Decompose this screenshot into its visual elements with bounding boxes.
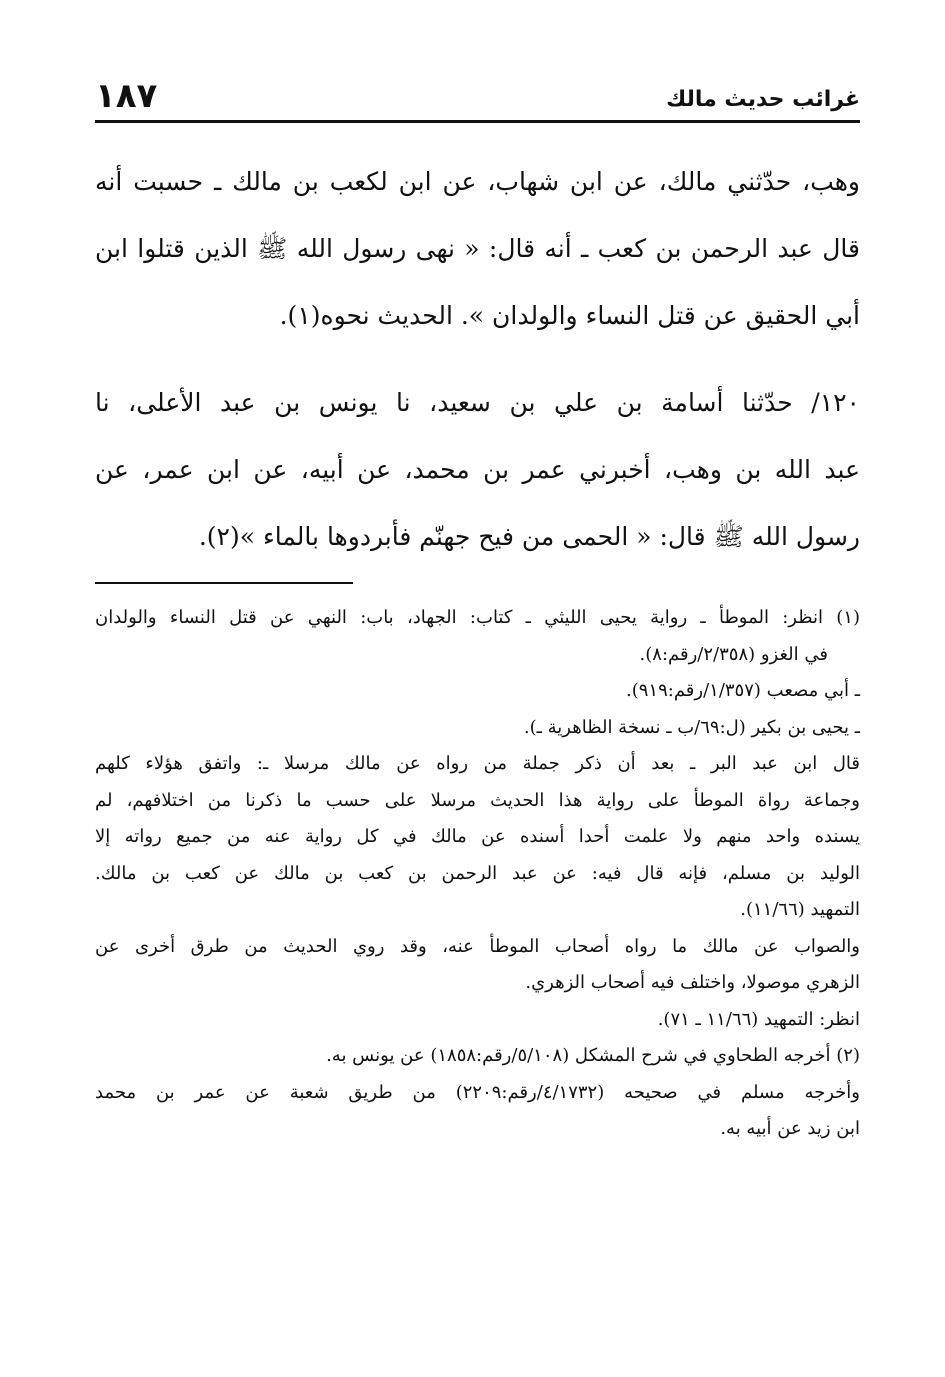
footnote-rule	[95, 582, 353, 584]
header-rule	[95, 120, 860, 123]
footnote-line: قال ابن عبد البر ـ بعد أن ذكر جملة من رواه عن مالك مرسلا ـ: واتفق هؤلاء كلهم	[95, 753, 860, 774]
footnote-line: (١) انظر: الموطأ ـ رواية يحيى الليثي ـ كتاب: الجهاد، باب: النهي عن قتل النساء والولدان	[95, 607, 860, 628]
text-line: وهب، حدّثني مالك، عن ابن شهاب، عن ابن لكعب بن مالك ـ حسبت أنه	[95, 167, 860, 196]
page-header	[95, 72, 860, 118]
hadith-120	[95, 369, 860, 570]
main-text	[95, 148, 860, 570]
footnote-line: التمهيد (١١/٦٦).	[740, 899, 860, 920]
footnote-line: في الغزو (٢/٣٥٨/رقم:٨).	[639, 643, 828, 665]
footnote-line: وأخرجه مسلم في صحيحه (٤/١٧٣٢/رقم:٢٢٠٩) من طريق شعبة عن عمر بن محمد	[95, 1081, 860, 1103]
footnote-line: الوليد بن مسلم، فإنه قال فيه: عن عبد الرحمن بن كعب بن مالك عن كعب بن مالك.	[95, 862, 860, 884]
text-line: عبد الله بن وهب، أخبرني عمر بن محمد، عن أبيه، عن ابن عمر، عن	[95, 455, 860, 484]
footnote-line: ـ أبي مصعب (١/٣٥٧/رقم:٩١٩).	[625, 680, 860, 701]
footnote-line: انظر: التمهيد (١١/٦٦ ـ ٧١).	[657, 1008, 860, 1030]
text-line: قال عبد الرحمن بن كعب ـ أنه قال: « نهى رسول الله ﷺ الذين قتلوا ابن	[95, 234, 860, 263]
footnote-line: (٢) أخرجه الطحاوي في شرح المشكل (٥/١٠٨/رقم:١٨٥٨) عن يونس به.	[326, 1045, 860, 1066]
footnote-line: والصواب عن مالك ما رواه أصحاب الموطأ عنه، وقد روي الحديث من طرق أخرى عن	[95, 935, 860, 957]
footnotes	[95, 600, 860, 1148]
page-number: ١٨٧	[95, 76, 158, 116]
footnote-line: ابن زيد عن أبيه به.	[720, 1118, 860, 1139]
footnote-line: يسنده واحد منهم ولا علمت أحدا أسنده عن مالك في كل رواية عنه من جميع رواته إلا	[95, 826, 860, 847]
running-title: غرائب حديث مالك	[666, 87, 860, 112]
footnote-line: الزهري موصولا، واختلف فيه أصحاب الزهري.	[525, 972, 860, 993]
text-line: ١٢٠/ حدّثنا أسامة بن علي بن سعيد، نا يونس بن عبد الأعلى، نا	[95, 388, 860, 417]
text-line: أبي الحقيق عن قتل النساء والولدان ». الحديث نحوه(١).	[279, 301, 860, 330]
footnote-line: وجماعة رواة الموطأ على رواية هذا الحديث مرسلا على حسب ما ذكرنا من اختلافهم، لم	[95, 789, 860, 811]
text-line: رسول الله ﷺ قال: « الحمى من فيح جهنّم فأبردوها بالماء »(٢).	[198, 522, 860, 551]
footnote-line: ـ يحيى بن بكير (ل:٦٩/ب ـ نسخة الظاهرية ـ).	[523, 716, 860, 738]
